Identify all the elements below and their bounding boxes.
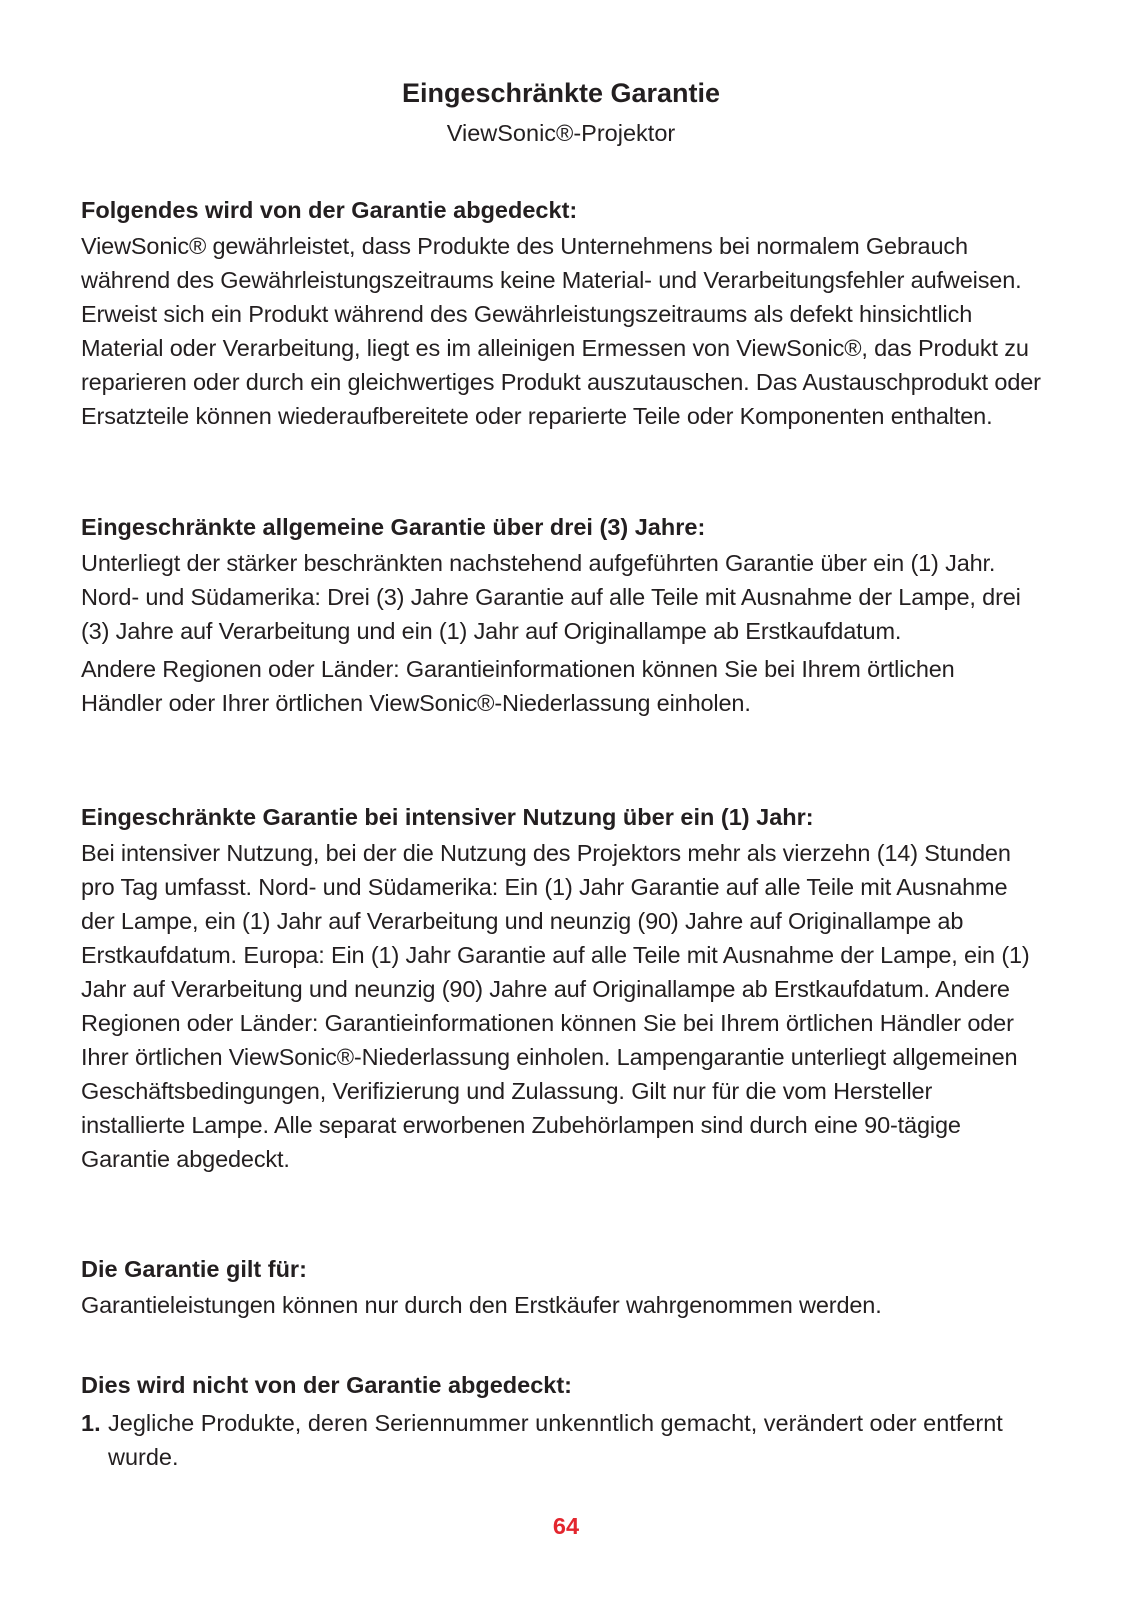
page-subtitle: ViewSonic®-Projektor (446, 120, 676, 146)
section-paragraph: Bei intensiver Nutzung, bei der die Nutzung des Projektors mehr als vierzehn (14) Stunden pro Tag umfasst. Nord- und Südamerika: Ein (1) Jahr Garantie auf alle Teile mit Ausnahme der Lampe, ein (1) Jahr auf Verarbeitung und neunzig (90) Jahre auf Originallampe ab Erstkaufdatum. Europa: Ein (1) Jahr Garantie auf alle Teile mit Ausnahme der Lampe, ein (1) Jahr auf Verarbeitung und neunzig (90) Jahre auf Originallampe ab Erstkaufdatum. Andere Regionen oder Länder: Garantieinformationen können Sie bei Ihrem örtlichen Händler oder Ihrer örtlichen ViewSonic®-Niederlassung einholen. Lampengarantie unterliegt allgemeinen Geschäftsbedingungen, Verifizierung und Zulassung. Gilt nur für die vom Hersteller installierte Lampe. Alle separat erworbenen Zubehörlampen sind durch eine 90-tägige Garantie abgedeckt. (81, 840, 1030, 1172)
page-number: 64 (552, 1513, 580, 1539)
section-coverage (81, 195, 1041, 433)
section-general-warranty (81, 512, 1041, 720)
section-intensive-use-warranty (81, 802, 1041, 1176)
section-heading: Eingeschränkte allgemeine Garantie über drei (3) Jahre: (81, 514, 706, 540)
section-paragraph: Garantieleistungen können nur durch den Erstkäufer wahrgenommen werden. (81, 1292, 882, 1318)
page-title: Eingeschränkte Garantie (401, 78, 721, 108)
section-paragraph: Andere Regionen oder Länder: Garantieinformationen können Sie bei Ihrem örtlichen Händler oder Ihrer örtlichen ViewSonic®-Niederlassung einholen. (81, 656, 955, 716)
section-heading: Die Garantie gilt für: (81, 1256, 307, 1282)
section-heading: Folgendes wird von der Garantie abgedeckt: (81, 197, 578, 223)
section-paragraph: Unterliegt der stärker beschränkten nachstehend aufgeführten Garantie über ein (1) Jahr. Nord- und Südamerika: Drei (3) Jahre Garantie auf alle Teile mit Ausnahme der Lampe, drei (3) Jahre auf Verarbeitung und ein (1) Jahr auf Originallampe ab Erstkaufdatum. (81, 550, 1021, 644)
list-item (81, 1406, 1041, 1474)
section-not-covered (81, 1370, 1041, 1474)
section-paragraph: ViewSonic® gewährleistet, dass Produkte des Unternehmens bei normalem Gebrauch während des Gewährleistungszeitraums keine Material- und Verarbeitungsfehler aufweisen. Erweist sich ein Produkt während des Gewährleistungszeitraums als defekt hinsichtlich Material oder Verarbeitung, liegt es im alleinigen Ermessen von ViewSonic®, das Produkt zu reparieren oder durch ein gleichwertiges Produkt auszutauschen. Das Austauschprodukt oder Ersatzteile können wiederaufbereitete oder reparierte Teile oder Komponenten enthalten. (81, 233, 1041, 429)
section-applies-to (81, 1254, 1041, 1322)
list-item-text: Jegliche Produkte, deren Seriennummer unkenntlich gemacht, verändert oder entfernt wurde. (108, 1410, 1003, 1470)
section-heading: Dies wird nicht von der Garantie abgedeckt: (81, 1372, 573, 1398)
list-item-number: 1. (81, 1410, 101, 1436)
section-heading: Eingeschränkte Garantie bei intensiver Nutzung über ein (1) Jahr: (81, 804, 814, 830)
